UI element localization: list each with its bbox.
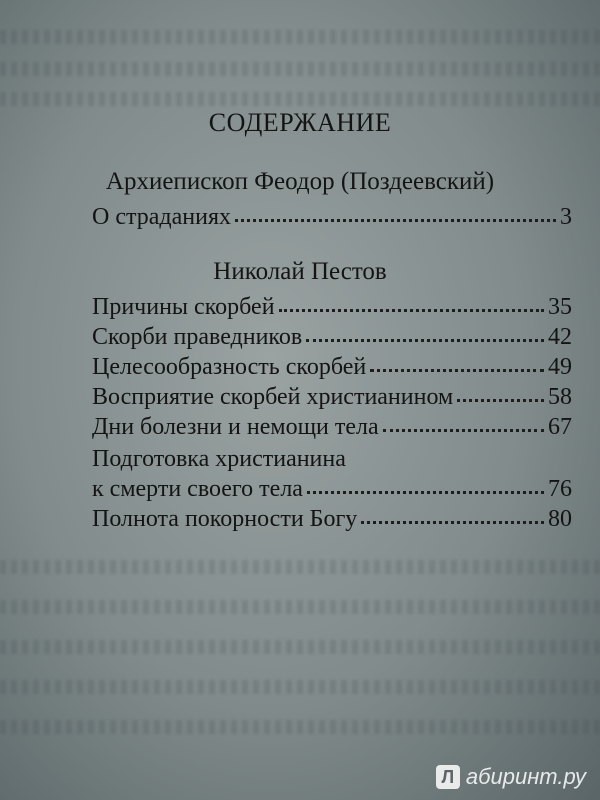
- toc-entry-page: 67: [548, 414, 572, 440]
- dot-leader: [306, 335, 544, 342]
- labirint-logo-icon: Л: [436, 765, 460, 789]
- toc-entry: [92, 202, 572, 232]
- section-author: Архиепископ Феодор (Поздеевский): [105, 168, 495, 195]
- toc-entry: [92, 382, 572, 412]
- toc-entry: [92, 474, 572, 504]
- section-author: Николай Пестов: [213, 258, 387, 285]
- dot-leader: [279, 305, 544, 312]
- toc-entry-title: Скорби праведников: [92, 324, 303, 350]
- toc-entry-title: Восприятие скорбей христианином: [92, 384, 454, 410]
- toc-entry-page: 80: [548, 506, 572, 532]
- toc-entry: [92, 504, 572, 534]
- watermark-text: абиринт.ру: [465, 764, 586, 789]
- toc-entry-page: 35: [548, 294, 572, 320]
- dot-leader: [370, 365, 544, 372]
- toc-entry-page: 58: [548, 384, 572, 410]
- toc-entry: [92, 412, 572, 442]
- dot-leader: [307, 487, 544, 494]
- toc-entry-title: Полнота покорности Богу: [92, 506, 358, 532]
- toc-entry-title-line1: Подготовка христианина: [92, 446, 346, 472]
- toc-entry-page: 76: [548, 476, 572, 502]
- dot-leader: [361, 517, 544, 524]
- dot-leader: [457, 395, 544, 402]
- site-watermark: [436, 764, 586, 790]
- toc-entry-page: 49: [548, 354, 572, 380]
- toc-entry-title: Причины скорбей: [92, 294, 275, 320]
- toc-entry-title: О страданиях: [92, 204, 232, 230]
- toc-entry-title: Дни болезни и немощи тела: [92, 414, 379, 440]
- toc-entry: [92, 322, 572, 352]
- toc-entry-title: к смерти своего тела: [92, 476, 303, 502]
- dot-leader: [383, 425, 544, 432]
- dot-leader: [235, 215, 556, 222]
- toc-entry-page: 3: [560, 204, 572, 230]
- page-title: СОДЕРЖАНИЕ: [208, 108, 392, 137]
- toc-entry-title: Целесообразность скорбей: [92, 354, 367, 380]
- toc-entry: [92, 352, 572, 382]
- toc-entry: [92, 292, 572, 322]
- toc-entry-page: 42: [548, 324, 572, 350]
